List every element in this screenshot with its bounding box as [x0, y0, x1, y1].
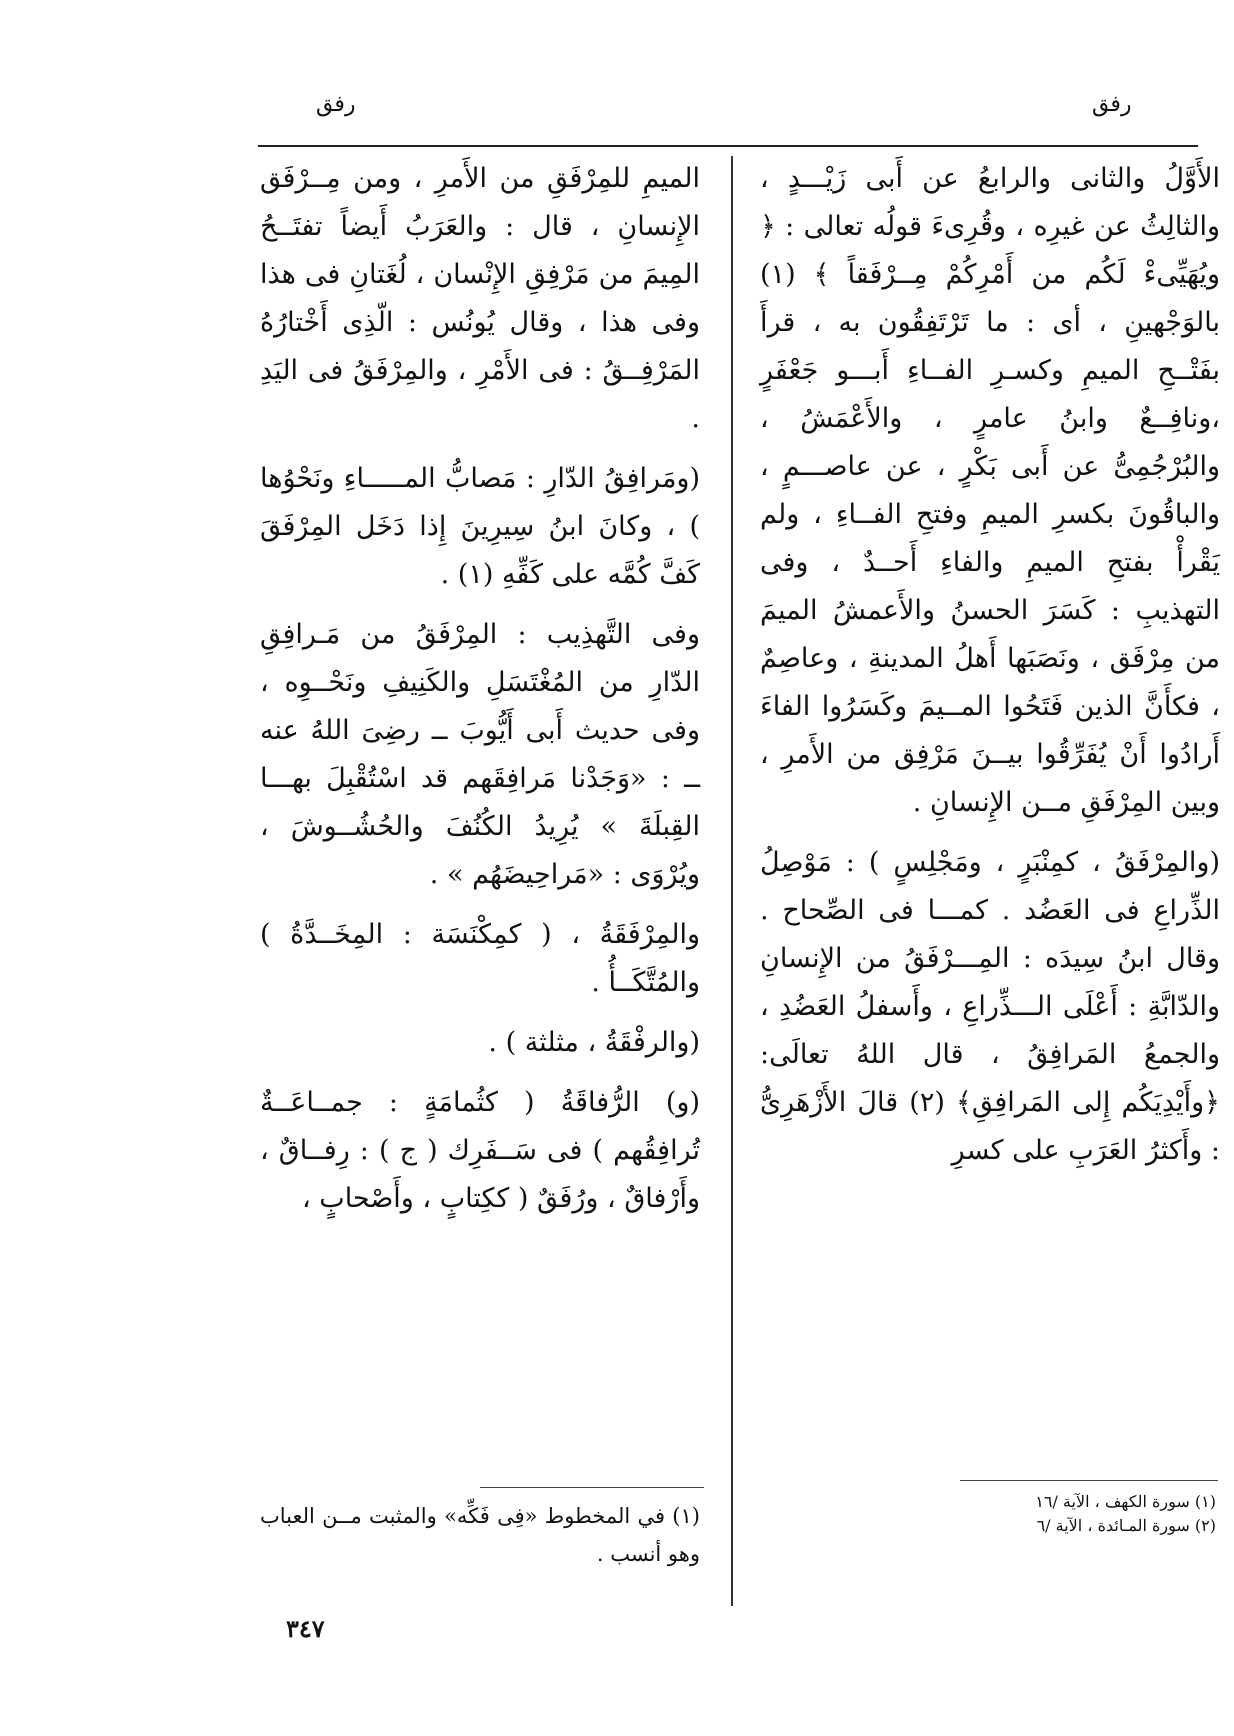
footnote: (١) سورة الكهف ، الآية /١٦ [1035, 1492, 1216, 1511]
footnote-left: (١) في المخطوط «فِى فَكِّه» والمثبت مــن العباب وهو أنسب . [260, 1504, 700, 1566]
footnote-rule-left [480, 1487, 704, 1488]
footnotes-right [860, 1490, 1216, 1538]
running-head-left: رفق [316, 92, 356, 117]
page-number: ٣٤٧ [286, 1614, 325, 1643]
paragraph: (والمِرْفَقُ ، كمِنْبَرٍ ، ومَجْلِسٍ ) : مَوْصِلُ الذِّراعِ فى العَضُد . كمـــا فى الصِّحاح . وقال ابنُ سِيدَه : المِـــرْفَقُ من الإِنسانِ والدّابَّةِ : أَعْلَى الـــذِّراعِ ، وأَسفلُ العَضُدِ ، والجمعُ المَرافِقُ ، قال اللهُ تعالَى: ﴿وأَيْدِيَكُم إِلى المَرافِقِ﴾ (٢) قالَ الأَزْهَرِىُّ : وأَكثرُ العَرَبِ على كسرِ [760, 847, 1220, 1166]
paragraph: والمِرْفَقَةُ ، ( كمِكْنَسَة : المِخَــدَّةُ ) والمُتَّكَــأُ . [260, 919, 700, 998]
right-column [760, 155, 1220, 1187]
paragraph: (و) الرُّفاقَةُ ( كثُمامَةٍ : جمــاعَــةٌ تُرافِقُهم ) فى سَــفَرِك ( ج ) : رِفــاقٌ ، وأَرْفاقٌ ، ورُفَقٌ ( ككِتابٍ ، وأَصْحابٍ ، [260, 1087, 700, 1214]
footnote: (٢) سورة المـائدة ، الآية /٦ [1036, 1516, 1216, 1535]
paragraph: الميمِ للمِرْفَقِ من الأَمرِ ، ومن مِــرْفَق الإِنسانِ ، قال : والعَرَبُ أَيضاً تفتَــحُ المِيمَ من مَرْفِقِ الإِنْسان ، لُغَتانِ فى هذا وفى هذا ، وقال يُونُس : الّذِى أَخْتارُهُ المَرْفِــقُ : فى الأَمْرِ ، والمِرْفَقُ فى اليَدِ . [260, 163, 700, 434]
paragraph: (ومَرافِقُ الدّارِ : مَصابُّ المـــــاءِ ونَحْوُها ) ، وكانَ ابنُ سِيرِينَ إِذا دَخَل المِرْفَقَ كَفَّ كُمَّه على كَفِّهِ (١) . [260, 463, 700, 590]
footnote-rule-right [960, 1480, 1218, 1481]
column-divider [731, 156, 733, 1606]
paragraph: (والرفْقَةُ ، مثلثة ) . [488, 1027, 700, 1058]
header-rule [258, 145, 1198, 147]
paragraph: الأَوَّلُ والثانى والرابعُ عن أَبى زَيْـــدٍ ، والثالِثُ عن غيرِه ، وقُرِىءَ قولُه تعالى : ﴿ ويُهَيِّىءْ لَكُم من أَمْرِكُمْ مِــرْفَقاً ﴾ (١) بالوَجْهينِ ، أى : ما تَرْتَفِقُون به ، قرأَ بفَتْــحِ الميمِ وكسـرِ الفــاءِ أَبـــو جَعْفَرٍ ،ونافِــعٌ وابنُ عامرٍ ، والأَعْمَشُ ، والبُرْجُمِىُّ عن أَبى بَكْرٍ ، عن عاصـــمٍ ، والباقُونَ بكسرِ الميمِ وفتحِ الفــاءِ ، ولم يَقْرأْ بفتحِ الميمِ والفاءِ أَحــدٌ ، وفى التهذيبِ : كَسَرَ الحسنُ والأَعمشُ الميمَ من مِرْفَق ، ونَصَبَها أَهلُ المدينةِ ، وعاصِمٌ ، فكأَنَّ الذين فَتَحُوا المــيمَ وكَسَرُوا الفاءَ أَرادُوا أَنْ يُفَرِّقُوا بيــنَ مَرْفِق من الأَمرِ ، وبين المِرْفَقِ مــن الإِنسانِ . [760, 163, 1220, 818]
paragraph: وفى التَّهذِيب : المِرْفَقُ من مَـرافِقِ الدّارِ من المُغْتَسَلِ والكَنِيفِ ونَحْــوِه ، وفى حديث أَبى أَيُّوبَ ــ رضِىَ اللهُ عنه ــ : «وَجَدْنا مَرافِقَهم قد اسْتُقْبِلَ بهـــا القِبلَةَ » يُرِيدُ الكُنُفَ والحُشُــوشَ ، ويُرْوَى : «مَراحِيضَهُم » . [260, 619, 700, 890]
left-column [260, 155, 700, 1235]
running-head-right: رفق [1092, 92, 1132, 117]
